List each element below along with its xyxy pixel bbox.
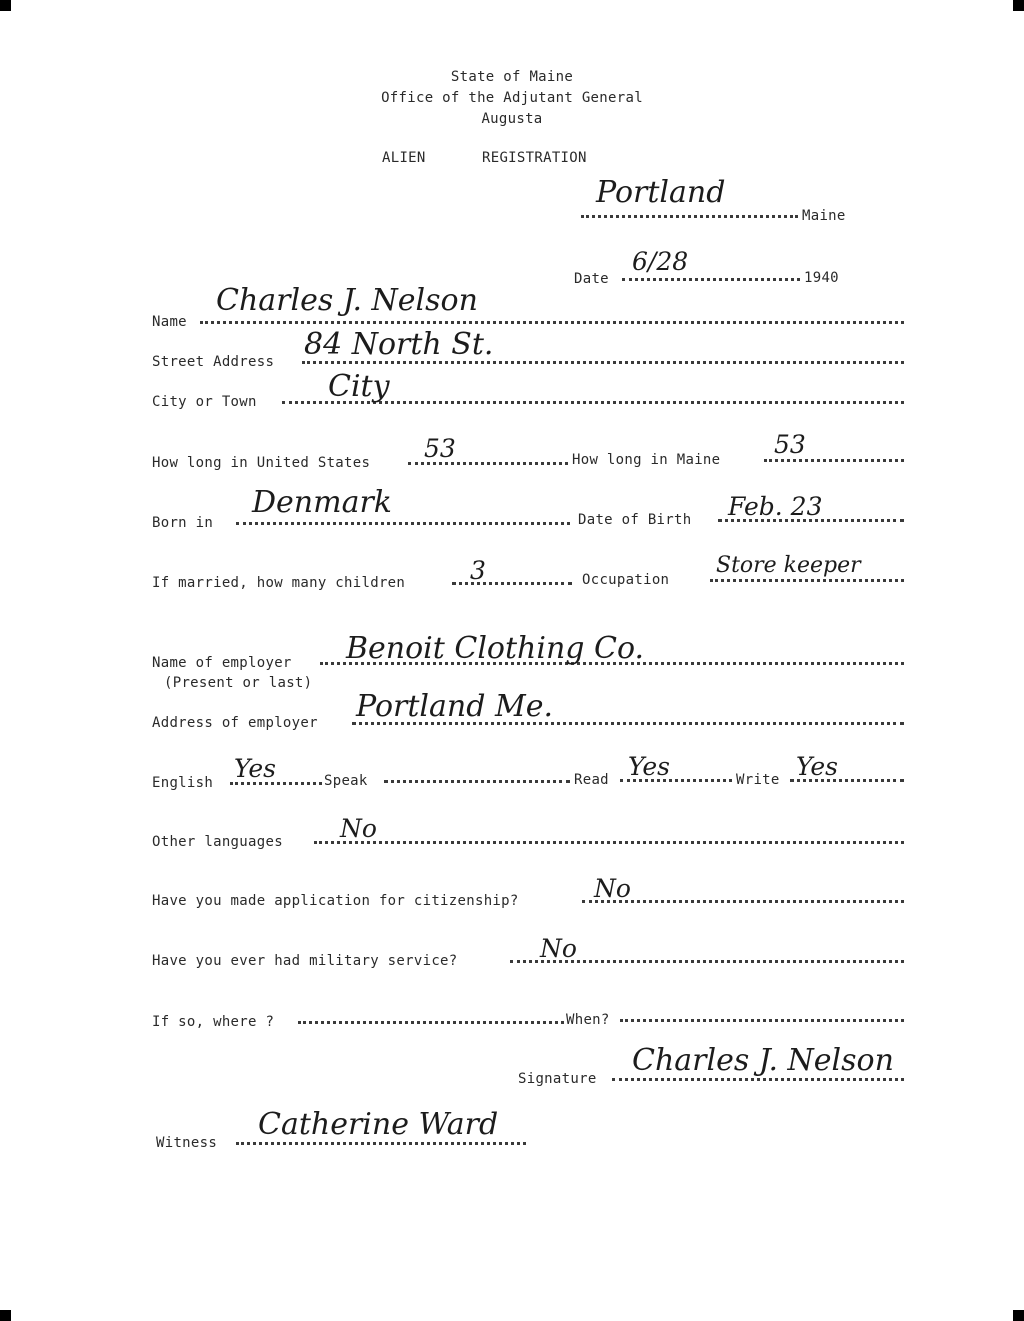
- witness-line: [236, 1142, 526, 1145]
- date-line: [622, 278, 800, 281]
- corner-mark: [0, 0, 11, 11]
- when-label: When?: [566, 1012, 610, 1028]
- employer-sublabel: (Present or last): [164, 675, 313, 691]
- write-value: Yes: [796, 752, 838, 781]
- corner-mark: [1013, 0, 1024, 11]
- employer-address-label: Address of employer: [152, 715, 318, 731]
- date-year: 1940: [804, 270, 839, 286]
- citizenship-label: Have you made application for citizenship?: [152, 893, 519, 909]
- children-value: 3: [470, 556, 486, 585]
- name-label: Name: [152, 314, 187, 330]
- date-value: 6/28: [632, 247, 689, 276]
- header-city: Augusta: [481, 111, 543, 127]
- english-value: Yes: [234, 754, 276, 783]
- witness-label: Witness: [156, 1135, 218, 1151]
- title-registration: REGISTRATION: [482, 150, 587, 166]
- street-value: 84 North St.: [304, 327, 494, 362]
- other-languages-line: [314, 841, 904, 844]
- dob-value: Feb. 23: [728, 492, 823, 521]
- born-line: [236, 522, 570, 525]
- when-line: [620, 1019, 904, 1022]
- other-languages-value: No: [340, 814, 377, 843]
- place-value: Portland: [596, 175, 726, 210]
- military-value: No: [540, 934, 577, 963]
- name-line: [200, 321, 904, 324]
- title-alien: ALIEN: [382, 150, 426, 166]
- name-value: Charles J. Nelson: [216, 283, 478, 318]
- signature-line: [612, 1078, 904, 1081]
- where-label: If so, where ?: [152, 1014, 275, 1030]
- years-maine-line: [764, 459, 904, 462]
- years-us-label: How long in United States: [152, 455, 371, 471]
- english-label: English: [152, 775, 214, 791]
- street-label: Street Address: [152, 354, 275, 370]
- witness-value: Catherine Ward: [258, 1107, 499, 1142]
- header-office: Office of the Adjutant General: [381, 90, 643, 106]
- occupation-label: Occupation: [582, 572, 670, 588]
- corner-mark: [0, 1310, 11, 1321]
- years-maine-value: 53: [774, 430, 806, 459]
- speak-label: Speak: [324, 773, 368, 789]
- military-label: Have you ever had military service?: [152, 953, 458, 969]
- place-suffix: Maine: [802, 208, 846, 224]
- children-label: If married, how many children: [152, 575, 406, 591]
- corner-mark: [1013, 1310, 1024, 1321]
- dob-label: Date of Birth: [578, 512, 692, 528]
- date-label: Date: [574, 271, 609, 287]
- employer-value: Benoit Clothing Co.: [346, 631, 645, 666]
- born-value: Denmark: [252, 485, 392, 520]
- occupation-line: [710, 579, 904, 582]
- employer-label: Name of employer: [152, 655, 292, 671]
- other-languages-label: Other languages: [152, 834, 283, 850]
- born-label: Born in: [152, 515, 214, 531]
- signature-value: Charles J. Nelson: [632, 1043, 894, 1078]
- city-value: City: [328, 369, 390, 404]
- citizenship-value: No: [594, 874, 631, 903]
- years-us-value: 53: [424, 434, 456, 463]
- read-value: Yes: [628, 752, 670, 781]
- years-maine-label: How long in Maine: [572, 452, 721, 468]
- write-label: Write: [736, 772, 780, 788]
- header-state: State of Maine: [450, 69, 574, 85]
- signature-label: Signature: [518, 1071, 597, 1087]
- city-label: City or Town: [152, 394, 257, 410]
- employer-address-value: Portland Me.: [356, 689, 553, 724]
- occupation-value: Store keeper: [716, 553, 861, 578]
- where-line: [298, 1021, 564, 1024]
- place-line: [581, 215, 798, 218]
- read-label: Read: [574, 772, 609, 788]
- speak-line: [384, 780, 570, 783]
